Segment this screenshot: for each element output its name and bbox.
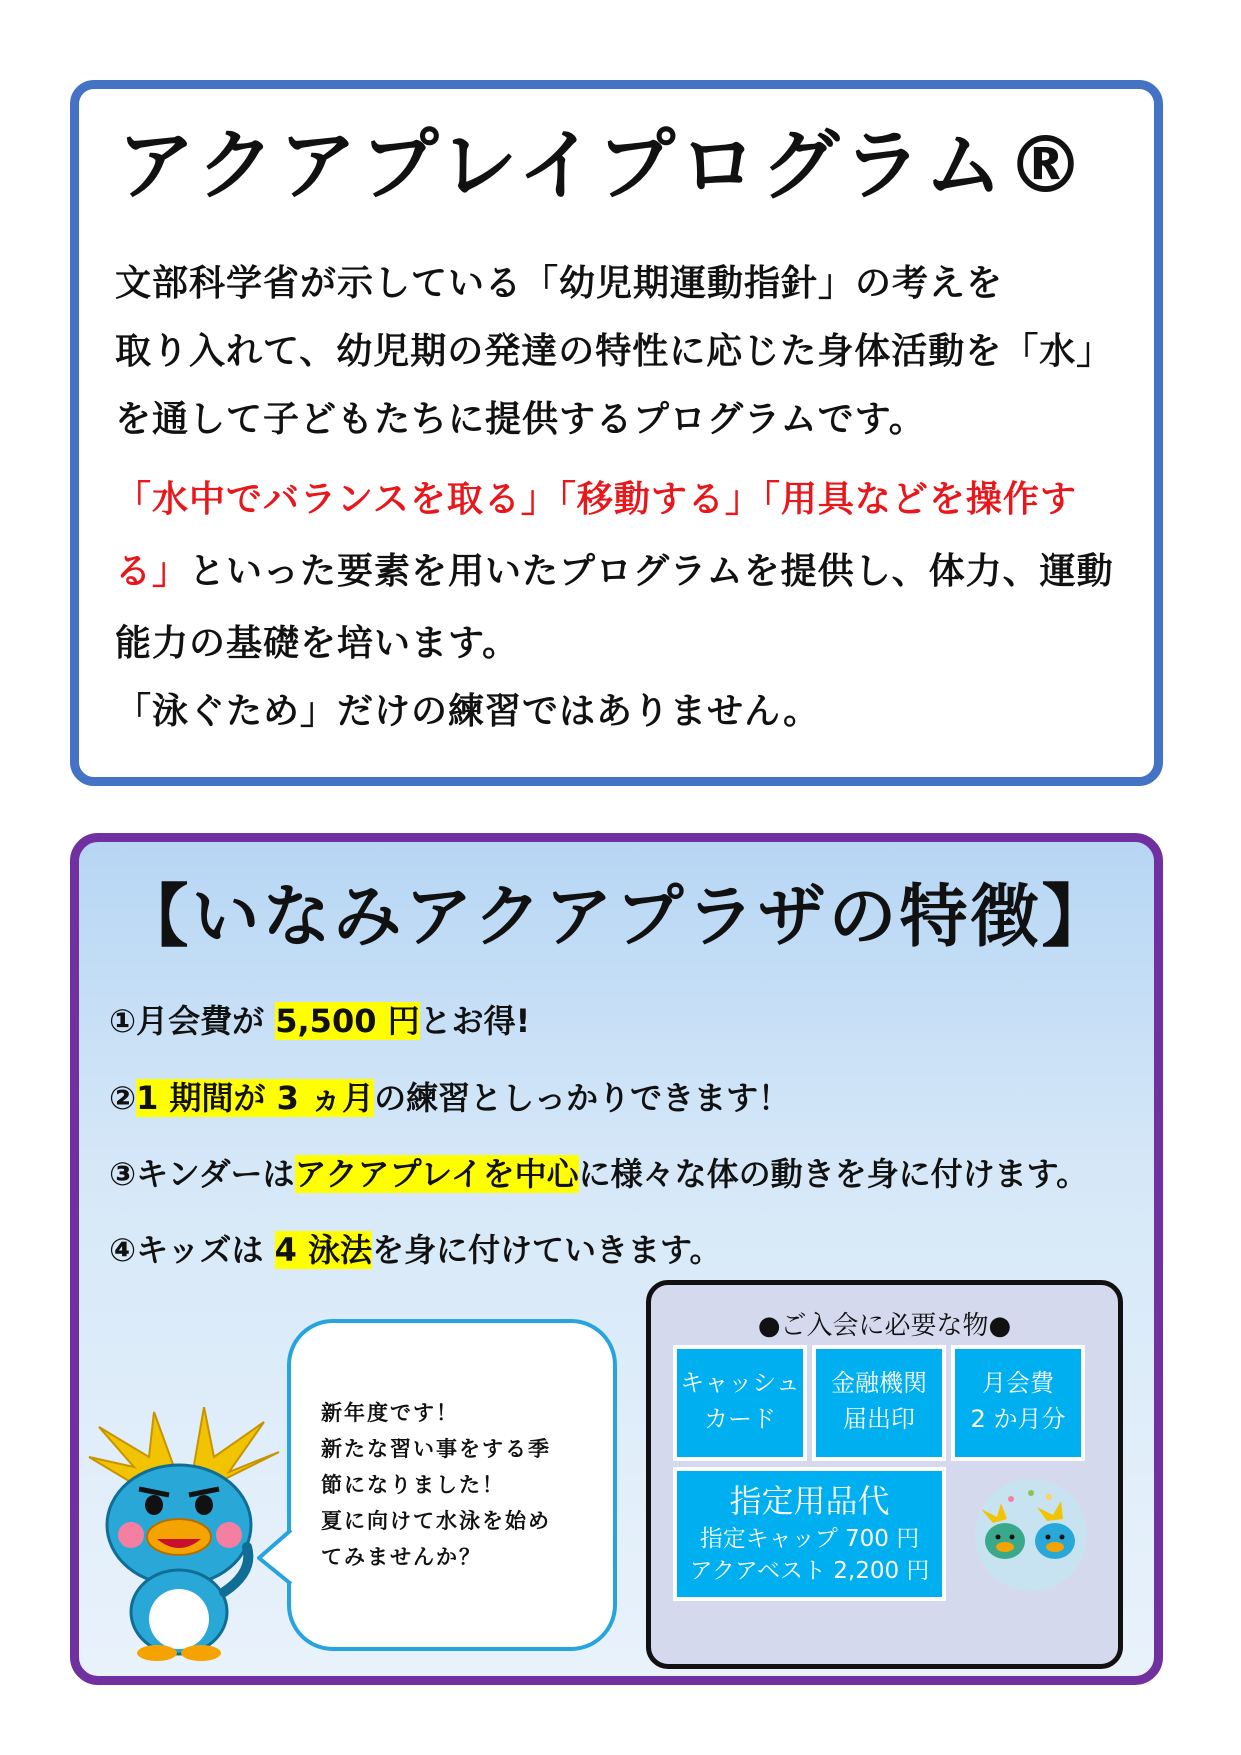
speech-bubble: [287, 1319, 617, 1651]
tile-cash-card: [677, 1349, 803, 1457]
tile-monthly-fee-line-2: 2 か月分: [970, 1405, 1066, 1433]
bubble-text: [321, 1395, 551, 1575]
feature-3: [109, 1155, 1089, 1193]
tile-monthly-fee: [955, 1349, 1081, 1457]
program-line-6: 能力の基礎を培います。: [115, 623, 520, 664]
program-line-2: 取り入れて、幼児期の発達の特性に応じた身体活動を「水」: [115, 331, 1114, 372]
feature-2-pre: ②: [109, 1079, 137, 1117]
tile-cash-card-line-1: キャッシュ: [680, 1369, 800, 1397]
tile-bank-seal-line-2: 届出印: [843, 1405, 915, 1433]
feature-1-post: とお得!: [419, 1002, 531, 1040]
feature-4-highlight: 4 泳法: [274, 1231, 373, 1269]
program-line-3: を通して子どもたちに提供するプログラムです。: [115, 399, 926, 440]
tile-goods-vest: アクアベスト 2,200 円: [689, 1558, 930, 1584]
feature-3-post: に様々な体の動きを身に付けます。: [578, 1155, 1089, 1193]
bubble-line-3: 節になりました！: [321, 1473, 505, 1497]
features-title: 【いなみアクアプラザの特徴】: [120, 878, 1113, 957]
features-card: [70, 833, 1163, 1685]
tile-designated-goods: [677, 1471, 942, 1597]
speech-bubble-tail-icon: [257, 1528, 293, 1588]
feature-4: [109, 1231, 722, 1269]
program-title: アクアプレイプログラム®: [117, 121, 1089, 211]
tile-bank-seal-line-1: 金融機関: [831, 1369, 927, 1397]
program-red-fragment: る」: [115, 551, 190, 592]
program-line-5-rest: といった要素を用いたプログラムを提供し、体力、運動: [189, 551, 1114, 592]
bubble-line-4: 夏に向けて水泳を始め: [321, 1509, 551, 1533]
bubble-line-5: てみませんか？: [321, 1545, 482, 1569]
program-line-1: 文部科学省が示している「幼児期運動指針」の考えを: [115, 263, 1004, 304]
feature-4-pre: ④キッズは: [109, 1231, 275, 1269]
bubble-line-2: 新たな習い事をする季: [321, 1437, 551, 1461]
requirements-panel: [646, 1280, 1123, 1669]
program-line-7: 「泳ぐため」だけの練習ではありません。: [115, 691, 821, 732]
tile-goods-cap: 指定キャップ 700 円: [699, 1526, 920, 1552]
bubble-line-1: 新年度です！: [321, 1401, 459, 1425]
requirements-title: ●ご入会に必要な物●: [757, 1311, 1012, 1341]
tile-goods-title: 指定用品代: [729, 1482, 890, 1520]
feature-1-pre: ①月会費が: [109, 1002, 276, 1040]
mascot-sticker-icon: [971, 1475, 1091, 1595]
feature-2-post: の練習としっかりできます！: [374, 1079, 791, 1117]
feature-2-highlight: 1 期間が 3 ヵ月: [136, 1079, 375, 1117]
feature-4-post: を身に付けていきます。: [372, 1231, 722, 1269]
feature-3-pre: ③キンダーは: [109, 1155, 295, 1193]
program-line-5: [115, 551, 1114, 592]
feature-1: [109, 1002, 531, 1040]
program-card: [70, 80, 1163, 786]
tile-bank-seal: [816, 1349, 942, 1457]
tile-monthly-fee-line-1: 月会費: [982, 1369, 1054, 1397]
feature-3-highlight: アクアプレイを中心: [294, 1155, 579, 1193]
feature-1-highlight: 5,500 円: [275, 1002, 420, 1040]
feature-2: [109, 1079, 791, 1117]
program-red-line: 「水中でバランスを取る」「移動する」「用具などを操作す: [115, 479, 1077, 520]
tile-cash-card-line-2: カード: [704, 1405, 776, 1433]
